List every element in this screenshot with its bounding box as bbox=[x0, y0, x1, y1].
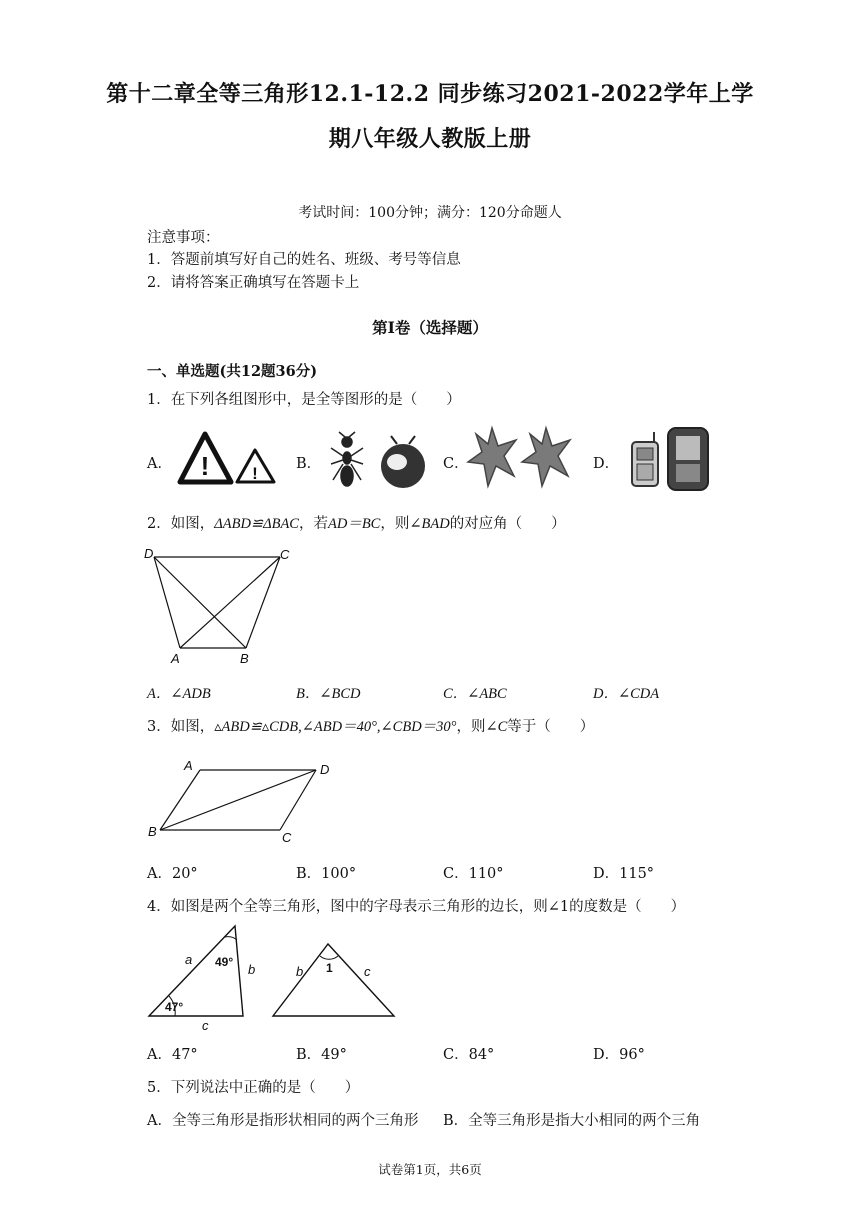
q4-option-a: A．47° bbox=[147, 1047, 198, 1063]
q4-label-c: c bbox=[202, 1018, 209, 1033]
q4-label-b: b bbox=[248, 962, 256, 977]
q2-condition: ΔABD≌ΔBAC bbox=[214, 516, 299, 532]
q1-option-d-figure bbox=[630, 424, 712, 492]
q5-option-b: B．全等三角形是指大小相同的两个三角 bbox=[443, 1113, 701, 1129]
notice-item-2: 2．请将答案正确填写在答题卡上 bbox=[147, 275, 360, 291]
q3-condition: ▵ABD≌▵CDB,∠ABD＝40°,∠CBD＝30° bbox=[214, 719, 457, 735]
q2-suffix: 的对应角（ ） bbox=[449, 516, 566, 532]
q3-label-b: B bbox=[148, 824, 157, 839]
q3-suffix: 等于（ ） bbox=[507, 719, 595, 735]
q3-option-c: C．110° bbox=[443, 866, 504, 882]
q1-option-a-figure bbox=[175, 430, 280, 486]
notice-item-1: 1．答题前填写好自己的姓名、班级、考号等信息 bbox=[147, 252, 461, 268]
q4-angle-1: 1 bbox=[326, 961, 333, 975]
q2-label-a: A bbox=[171, 651, 180, 666]
q4-angle-47: 47° bbox=[165, 1000, 184, 1014]
q4-figure-left bbox=[145, 922, 265, 1034]
q2-mid: ，若 bbox=[298, 516, 328, 532]
q2-equation: AD＝BC bbox=[327, 516, 381, 532]
q4-option-c: C．84° bbox=[443, 1047, 495, 1063]
q1-option-b-figure bbox=[325, 432, 435, 492]
svg-text:!: ! bbox=[200, 451, 210, 481]
q2-figure bbox=[140, 545, 300, 667]
q3-option-b: B．100° bbox=[296, 866, 357, 882]
q2-option-b: B．∠BCD bbox=[296, 686, 361, 702]
question-1-stem: 1．在下列各组图形中，是全等图形的是（ ） bbox=[147, 392, 461, 408]
question-5-stem: 5．下列说法中正确的是（ ） bbox=[147, 1080, 360, 1096]
title-line-2: 期八年级人教版上册 bbox=[328, 126, 532, 152]
q1-option-c-figure bbox=[466, 424, 578, 492]
q3-angle: ∠C bbox=[485, 719, 508, 735]
q1-option-a-label: A． bbox=[147, 456, 172, 472]
q3-option-d: D．115° bbox=[593, 866, 655, 882]
q3-label-d: D bbox=[320, 762, 330, 777]
part-title: 一、单选题(共12题36分) bbox=[147, 363, 318, 380]
q4-option-b: B．49° bbox=[296, 1047, 347, 1063]
q2-label-d: D bbox=[144, 546, 154, 561]
q5-option-a: A．全等三角形是指形状相同的两个三角形 bbox=[147, 1113, 419, 1129]
svg-text:!: ! bbox=[252, 464, 258, 483]
q1-option-c-label: C． bbox=[443, 456, 469, 472]
question-4-stem: 4．如图是两个全等三角形，图中的字母表示三角形的边长，则∠1的度数是（ ） bbox=[147, 899, 686, 915]
notice-heading: 注意事项： bbox=[147, 230, 220, 246]
q3-label-c: C bbox=[282, 830, 292, 845]
q3-mid: ，则 bbox=[456, 719, 486, 735]
q2-option-c: C．∠ABC bbox=[443, 686, 507, 702]
page-footer: 试卷第1页，共6页 bbox=[378, 1162, 482, 1177]
question-3-stem bbox=[147, 715, 594, 736]
q4-label-b2: b bbox=[296, 964, 304, 979]
q2-prefix: 2．如图， bbox=[147, 516, 215, 532]
q2-label-c: C bbox=[280, 547, 290, 562]
q2-angle: ∠BAD bbox=[409, 516, 450, 532]
q2-label-b: B bbox=[240, 651, 249, 666]
title-line-1: 第十二章全等三角形12.1-12.2 同步练习2021-2022学年上学 bbox=[106, 81, 754, 107]
q2-option-a: A．∠ADB bbox=[147, 686, 211, 702]
q2-mid2: ，则 bbox=[380, 516, 410, 532]
q3-option-a: A．20° bbox=[147, 866, 198, 882]
question-2-stem bbox=[147, 512, 566, 533]
q4-angle-49: 49° bbox=[215, 955, 234, 969]
q2-option-d: D．∠CDA bbox=[593, 686, 660, 702]
q1-option-b-label: B． bbox=[296, 456, 322, 472]
q3-prefix: 3．如图， bbox=[147, 719, 215, 735]
q1-option-d-label: D． bbox=[593, 456, 620, 472]
q4-label-a: a bbox=[185, 952, 193, 967]
exam-info: 考试时间：100分钟；满分：120分命题人 bbox=[298, 205, 562, 221]
q4-figure-right bbox=[270, 938, 398, 1020]
q4-label-c2: c bbox=[364, 964, 371, 979]
q3-label-a: A bbox=[184, 758, 193, 773]
q3-figure bbox=[140, 756, 350, 848]
q4-option-d: D．96° bbox=[593, 1047, 645, 1063]
section-title: 第I卷（选择题） bbox=[372, 318, 488, 337]
